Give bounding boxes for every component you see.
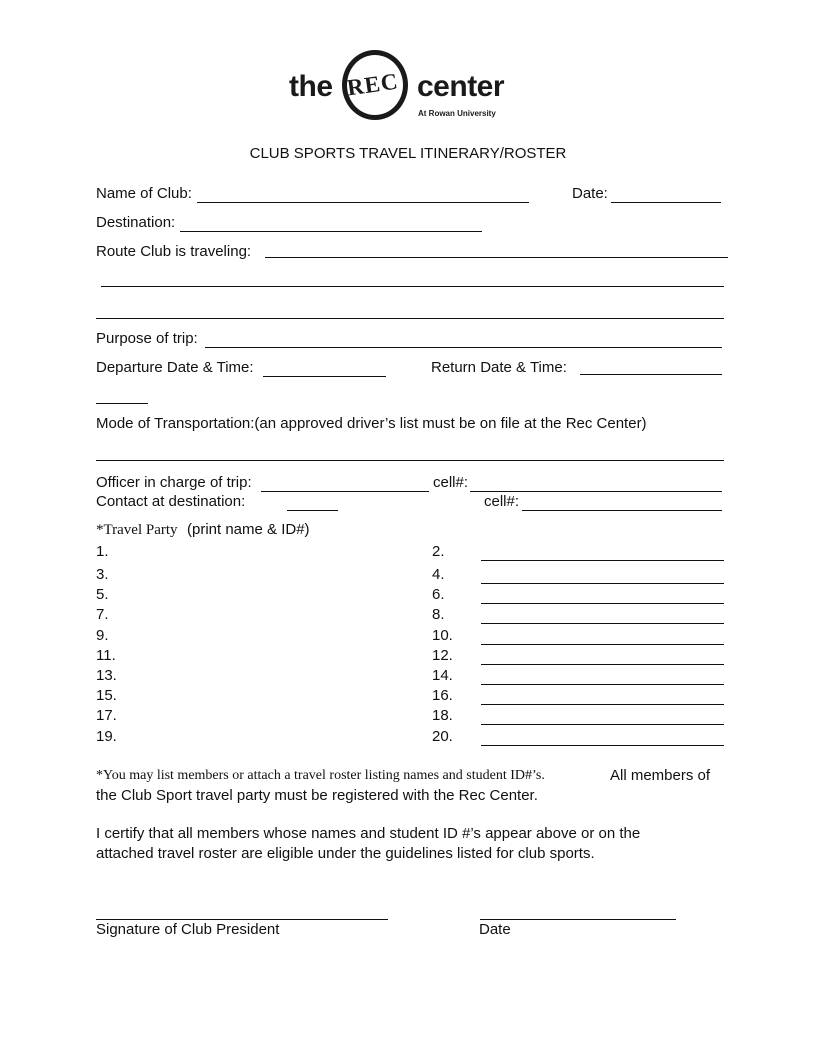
travel-party-number: 19.: [96, 728, 117, 745]
travel-party-entry-field[interactable]: [481, 684, 724, 685]
travel-party-number: 7.: [96, 606, 109, 623]
signature-date-field[interactable]: [480, 919, 676, 920]
travel-party-number: 16.: [432, 687, 453, 704]
contact-cell-field[interactable]: [522, 510, 722, 511]
logo-subtitle: At Rowan University: [418, 109, 496, 118]
travel-party-entry-field[interactable]: [481, 704, 724, 705]
travel-party-number: 8.: [432, 606, 445, 623]
travel-party-entry-field[interactable]: [481, 724, 724, 725]
travel-party-number: 13.: [96, 667, 117, 684]
travel-party-entry-field[interactable]: [481, 583, 724, 584]
president-signature-field[interactable]: [96, 919, 388, 920]
travel-party-entry-field[interactable]: [481, 603, 724, 604]
contact-field[interactable]: [287, 510, 338, 511]
mode-of-transportation-field[interactable]: [96, 460, 724, 461]
travel-party-note: (print name & ID#): [187, 521, 310, 538]
officer-field[interactable]: [261, 491, 429, 492]
contact-cell-label: cell#:: [484, 493, 520, 510]
travel-party-number: 1.: [96, 543, 109, 560]
contact-label: Contact at destination:: [96, 493, 246, 510]
travel-party-entry-field[interactable]: [481, 664, 724, 665]
travel-party-entry-field[interactable]: [481, 644, 724, 645]
return-field[interactable]: [580, 374, 722, 375]
travel-party-entry-field[interactable]: [481, 623, 724, 624]
travel-party-entry-field[interactable]: [481, 560, 724, 561]
certify-line-2: attached travel roster are eligible under the guidelines listed for club sports.: [96, 845, 595, 862]
travel-party-number: 17.: [96, 707, 117, 724]
officer-cell-label: cell#:: [433, 474, 469, 491]
travel-party-entry-field[interactable]: [481, 745, 724, 746]
name-of-club-label: Name of Club:: [96, 185, 192, 202]
date-label: Date:: [572, 185, 608, 202]
officer-label: Officer in charge of trip:: [96, 474, 252, 491]
travel-party-number: 11.: [96, 647, 116, 664]
return-field-continued[interactable]: [96, 403, 148, 404]
travel-party-number: 3.: [96, 566, 109, 583]
travel-party-number: 15.: [96, 687, 117, 704]
travel-party-number: 5.: [96, 586, 109, 603]
certify-line-1: I certify that all members whose names and student ID #’s appear above or on the: [96, 825, 641, 842]
travel-party-number: 4.: [432, 566, 445, 583]
travel-party-number: 20.: [432, 728, 453, 745]
page-title: CLUB SPORTS TRAVEL ITINERARY/ROSTER: [249, 145, 567, 162]
destination-label: Destination:: [96, 214, 176, 231]
departure-field[interactable]: [263, 376, 386, 377]
footnote-line2: the Club Sport travel party must be registered with the Rec Center.: [96, 787, 538, 804]
travel-party-number: 9.: [96, 627, 109, 644]
logo-rec-text: REC: [345, 68, 400, 101]
travel-party-number: 6.: [432, 586, 445, 603]
officer-cell-field[interactable]: [470, 491, 722, 492]
footnote-serif: *You may list members or attach a travel roster listing names and student ID#’s.: [96, 768, 545, 783]
mode-of-transportation-label: Mode of Transportation:(an approved driver’s list must be on file at the Rec Center): [96, 415, 647, 432]
departure-label: Departure Date & Time:: [96, 359, 254, 376]
travel-party-number: 14.: [432, 667, 453, 684]
route-label: Route Club is traveling:: [96, 243, 252, 260]
purpose-label: Purpose of trip:: [96, 330, 198, 347]
travel-party-number: 18.: [432, 707, 453, 724]
date-field[interactable]: [611, 202, 721, 203]
route-field-line-3[interactable]: [96, 318, 724, 319]
footnote-line1-rest: All members of: [610, 767, 711, 784]
purpose-field[interactable]: [205, 347, 722, 348]
logo-the-text: the: [289, 70, 333, 103]
travel-party-number: 10.: [432, 627, 453, 644]
return-label: Return Date & Time:: [431, 359, 567, 376]
logo-center-text: center: [417, 70, 505, 103]
destination-field[interactable]: [180, 231, 482, 232]
rec-center-logo: [287, 48, 517, 132]
travel-party-label: *Travel Party: [96, 522, 178, 538]
name-of-club-field[interactable]: [197, 202, 529, 203]
travel-party-number: 2.: [432, 543, 445, 560]
president-signature-label: Signature of Club President: [96, 921, 280, 938]
route-field-line-1[interactable]: [265, 257, 728, 258]
route-field-line-2[interactable]: [101, 286, 724, 287]
signature-date-label: Date: [479, 921, 511, 938]
travel-party-number: 12.: [432, 647, 453, 664]
